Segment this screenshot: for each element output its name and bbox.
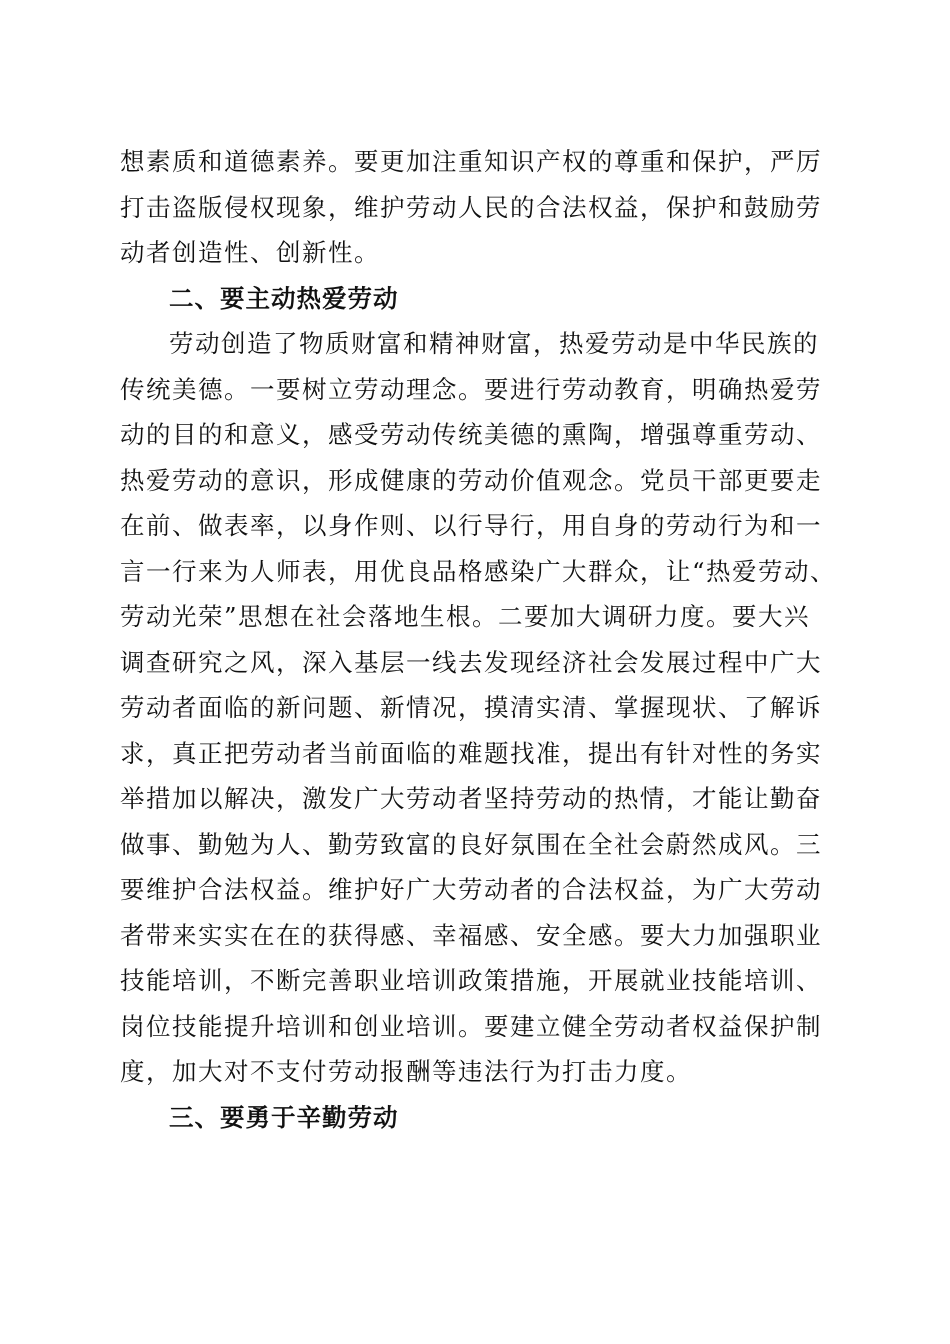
paragraph-line: 动的目的和意义，感受劳动传统美德的熏陶，增强尊重劳动、 xyxy=(120,420,822,449)
paragraph-line: 动者创造性、创新性。 xyxy=(120,238,380,267)
paragraph-line: 要维护合法权益。维护好广大劳动者的合法权益，为广大劳动 xyxy=(120,875,822,904)
paragraph-line: 劳动者面临的新问题、新情况，摸清实清、掌握现状、了解诉 xyxy=(120,693,822,722)
paragraph-line: 度，加大对不支付劳动报酬等违法行为打击力度。 xyxy=(120,1057,692,1086)
paragraph-line: 在前、做表率，以身作则、以行导行，用自身的劳动行为和一 xyxy=(120,511,822,540)
section-heading-2: 二、要主动热爱劳动 xyxy=(169,284,399,313)
paragraph-line: 技能培训，不断完善职业培训政策措施，开展就业技能培训、 xyxy=(120,966,822,995)
paragraph-line: 岗位技能提升培训和创业培训。要建立健全劳动者权益保护制 xyxy=(120,1012,822,1041)
paragraph-line: 者带来实实在在的获得感、幸福感、安全感。要大力加强职业 xyxy=(120,921,822,950)
paragraph-line: 热爱劳动的意识，形成健康的劳动价值观念。党员干部更要走 xyxy=(120,466,822,495)
paragraph-line: 求，真正把劳动者当前面临的难题找准，提出有针对性的务实 xyxy=(120,739,822,768)
section-heading-3: 三、要勇于辛勤劳动 xyxy=(169,1103,399,1132)
paragraph-line: 劳动光荣”思想在社会落地生根。二要加大调研力度。要大兴 xyxy=(120,602,811,631)
paragraph-line: 做事、勤勉为人、勤劳致富的良好氛围在全社会蔚然成风。三 xyxy=(120,830,822,859)
paragraph-line: 打击盗版侵权现象，维护劳动人民的合法权益，保护和鼓励劳 xyxy=(120,193,822,222)
paragraph-line: 调查研究之风，深入基层一线去发现经济社会发展过程中广大 xyxy=(120,648,822,677)
paragraph-line: 言一行来为人师表，用优良品格感染广大群众，让“热爱劳动、 xyxy=(120,557,837,586)
paragraph-line: 传统美德。一要树立劳动理念。要进行劳动教育，明确热爱劳 xyxy=(120,375,822,404)
paragraph-line: 举措加以解决，激发广大劳动者坚持劳动的热情，才能让勤奋 xyxy=(120,784,822,813)
paragraph-line: 想素质和道德素养。要更加注重知识产权的尊重和保护，严厉 xyxy=(120,147,822,176)
paragraph-line: 劳动创造了物质财富和精神财富，热爱劳动是中华民族的 xyxy=(169,329,819,358)
